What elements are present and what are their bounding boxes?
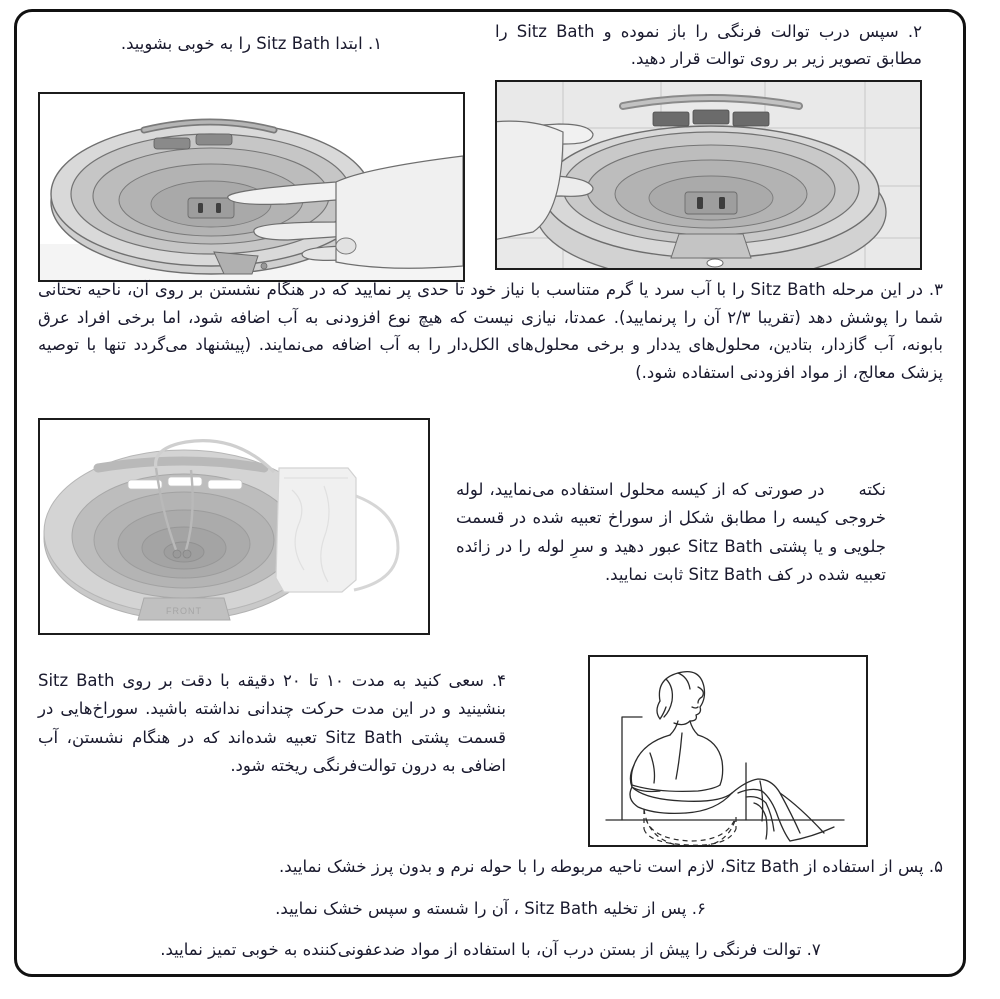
note-label: نکته — [858, 480, 886, 499]
step1-column — [38, 18, 465, 282]
note-and-bag-row — [38, 418, 943, 635]
figure4-frame — [588, 655, 868, 847]
sitz-bath-with-solution-bag-icon — [38, 420, 428, 635]
figure1-frame — [38, 92, 465, 282]
step7-line: ۷. توالت فرنگی را پیش از بستن درب آن، با استفاده از مواد ضدعفونی‌کننده به خوبی تمیز نمایید. — [160, 940, 821, 960]
step2-column — [495, 18, 922, 282]
step1-caption: ۱. ابتدا Sitz Bath را به خوبی بشویید. — [120, 34, 383, 53]
step6-line: ۶. پس از تخلیه Sitz Bath ، آن را شسته و سپس خشک نمایید. — [275, 898, 706, 918]
step3-paragraph: ۳. در این مرحله Sitz Bath را با آب سرد یا گرم متناسب با نیاز خود تا حدی پر نمایید که در هنگام نشستن بر روی آن، ناحیه تحتانی شما را پوشش دهد (تقریبا ۲/۳ آن را پرنمایید). عمدتا، نیازی نیست که هیچ نوع افزودنی به آب اضافه شود، اما برخی افراد عرق بابونه، آب گازدار، بتادین، محلول‌های یددار و برخی محلول‌های الکل‌دار را به آب اضافه می‌نمایند. (پیشنهاد می‌گردد تنها با توصیه پزشک معالج، از مواد افزودنی استفاده شود.) — [38, 280, 943, 383]
figure3-frame — [38, 418, 430, 635]
note-block — [456, 476, 886, 590]
person-seated-line-drawing-icon — [588, 657, 866, 847]
page-content — [38, 18, 943, 968]
step4-row — [38, 655, 943, 847]
figure2-frame — [495, 80, 922, 270]
step4-paragraph: ۴. سعی کنید به مدت ۱۰ تا ۲۰ دقیقه با دقت بر روی Sitz Bath بنشینید و در این مدت حرکت چندانی نداشته باشید. سوراخ‌هایی در قسمت پشتی Sitz Bath تعبیه شده‌اند که در هنگام نشستن، آب اضافی به درون توالت‌فرنگی ریخته شود. — [38, 671, 507, 776]
sitz-bath-with-hand-pointing-icon — [38, 94, 463, 282]
step5-line: ۵. پس از استفاده از Sitz Bath، لازم است ناحیه مربوطه را با حوله نرم و بدون پرز خشک نمایید. — [278, 857, 943, 876]
svg-text:FRONT: FRONT — [166, 606, 202, 616]
sitz-bath-placed-on-toilet-icon — [495, 82, 920, 270]
top-steps-row — [38, 18, 943, 282]
step2-caption: ۲. سپس درب توالت فرنگی را باز نموده و Sitz Bath را مطابق تصویر زیر بر روی توالت قرار دهید. — [495, 22, 922, 69]
note-body: در صورتی که از کیسه محلول استفاده می‌نمایید، لوله خروجی کیسه را مطابق شکل از سوراخ تعبیه شده در قسمت جلویی و یا پشتی Sitz Bath عبور دهید و سرِ لوله را در زائده تعبیه شده در کف Sitz Bath ثابت نمایید. — [456, 480, 886, 585]
bottom-steps-list — [38, 854, 943, 979]
